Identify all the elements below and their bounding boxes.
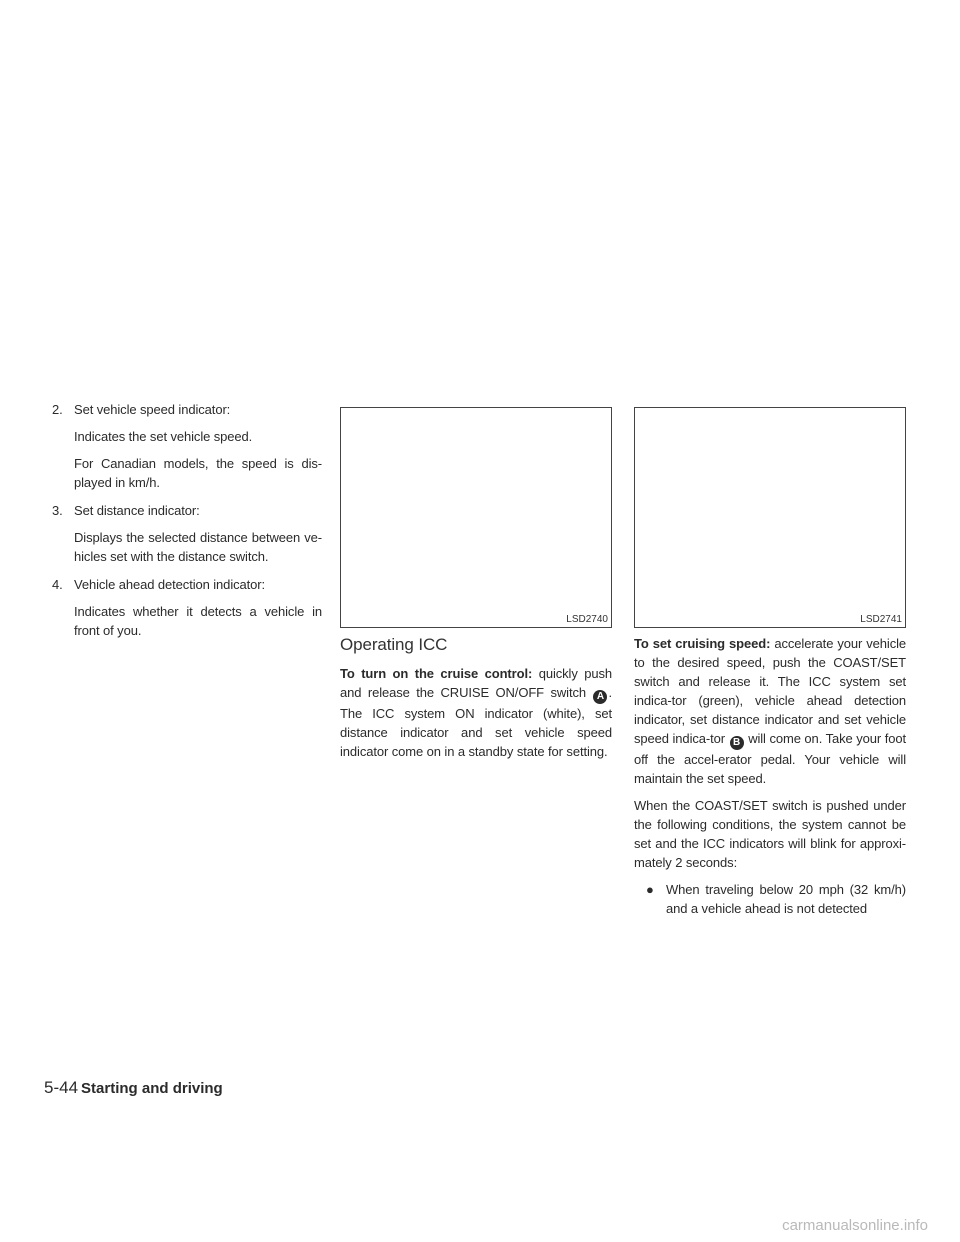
section-title: Operating ICC (340, 635, 448, 654)
paragraph-turn-on (340, 664, 612, 761)
paragraph-text: . The ICC system ON indicator (white), set distance indicator and set vehicle speed indicator come on in a standby state for setting. (340, 685, 612, 759)
list-item (52, 400, 322, 492)
set-speed-section (634, 634, 906, 918)
page-footer (44, 1077, 223, 1100)
list-heading: Set distance indicator: (74, 503, 200, 518)
list-number: 2. (52, 402, 63, 417)
figure-lsd2740 (340, 407, 612, 628)
paragraph-lead: To turn on the cruise control: (340, 666, 533, 681)
list-item (52, 575, 322, 640)
paragraph-set-speed (634, 634, 906, 788)
watermark: carmanualsonline.info (782, 1217, 928, 1234)
figure-lsd2741 (634, 407, 906, 628)
page-number: 5-44 (44, 1078, 79, 1097)
paragraph-text: accelerate your vehicle to the desired speed, push the COAST/SET switch and release it. The ICC system set indica-tor (green), vehicle ahead detection indicator, set distance indicator and set vehicle speed indica-tor (634, 636, 907, 746)
paragraph-conditions: When the COAST/SET switch is pushed under the following conditions, the system cannot be set and the ICC indicators will blink for approxi-mately 2 seconds: (634, 798, 906, 870)
list-heading: Set vehicle speed indicator: (74, 402, 231, 417)
paragraph-text: quickly push and release the CRUISE ON/OFF switch (340, 666, 613, 700)
figure-code: LSD2740 (566, 614, 608, 625)
bullet-text: When traveling below 20 mph (32 km/h) and a vehicle ahead is not detected (666, 882, 906, 916)
list-description: Indicates the set vehicle speed. (74, 429, 253, 444)
list-item (640, 880, 906, 918)
list-description: Indicates whether it detects a vehicle in front of you. (74, 604, 322, 638)
paragraph-lead: To set cruising speed: (634, 636, 771, 651)
bullet-icon: ● (646, 882, 654, 897)
operating-icc-section (340, 634, 612, 769)
list-description: For Canadian models, the speed is dis-played in km/h. (74, 456, 322, 490)
chapter-title: Starting and driving (81, 1080, 223, 1097)
figure-code: LSD2741 (860, 614, 902, 625)
indicator-list (52, 400, 322, 640)
list-number: 4. (52, 577, 63, 592)
list-heading: Vehicle ahead detection indicator: (74, 577, 266, 592)
list-item (52, 501, 322, 566)
marker-a-icon: A (593, 690, 607, 704)
list-description: Displays the selected distance between ve-hicles set with the distance switch. (74, 530, 322, 564)
marker-b-icon: B (730, 736, 744, 750)
list-number: 3. (52, 503, 63, 518)
paragraph-text: will come on. Take your foot off the accel-erator pedal. Your vehicle will maintain the set speed. (634, 731, 906, 786)
